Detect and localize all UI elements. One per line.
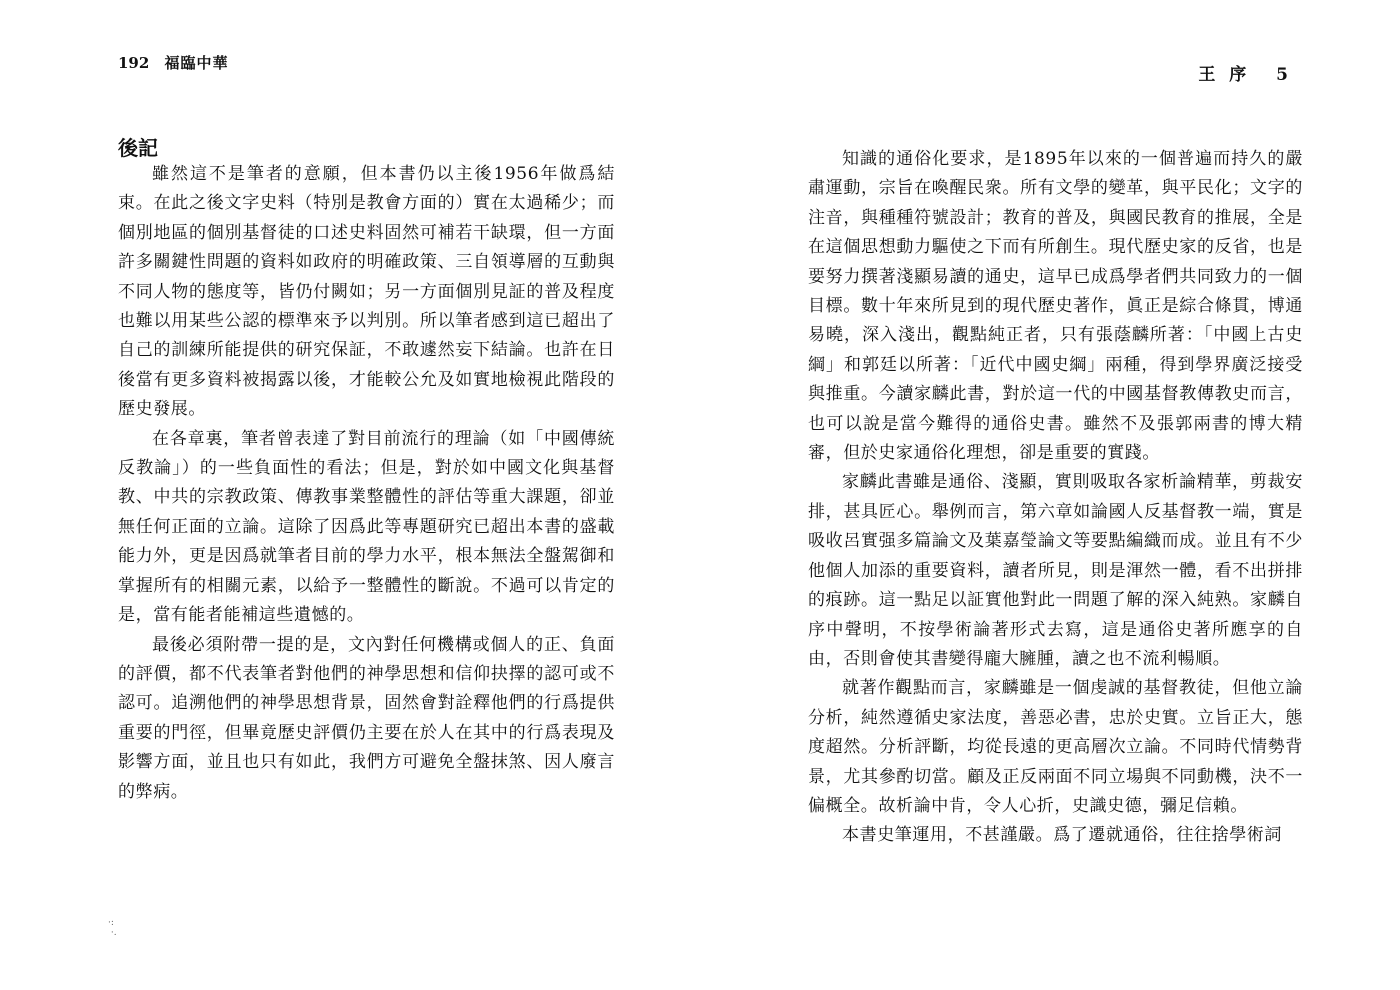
section-title: 後記 — [118, 136, 158, 160]
left-running-head — [118, 52, 229, 73]
right-body-text — [808, 145, 1303, 851]
right-paragraph-4: 本書史筆運用，不甚謹嚴。爲了遷就通俗，往往捨學術詞 — [842, 825, 1282, 846]
right-paragraph-3: 就著作觀點而言，家麟雖是一個虔誠的基督教徒，但他立論分析，純然遵循史家法度，善惡必書，忠於史實。立旨正大，態度超然。分析評斷，均從長遠的更高層次立論。不同時代情勢背景，尤其參酌切當。顧及正反兩面不同立場與不同動機，決不一偏概全。故析論中肯，令人心折，史識史德，彌足信賴。 — [808, 678, 1303, 816]
right-page — [700, 0, 1400, 990]
left-body-text — [118, 160, 615, 807]
left-paragraph-1: 雖然這不是筆者的意願，但本書仍以主後1956年做爲結束。在此之後文字史料（特別是教會方面的）實在太過稀少；而個別地區的個別基督徒的口述史料固然可補若干缺環，但一方面許多關鍵性問題的資料如政府的明確政策、三自領導層的互動與不同人物的態度等，皆仍付闕如；另一方面個別見証的普及程度也難以用某些公認的標準來予以判別。所以筆者感到這已超出了自己的訓練所能提供的研究保証，不敢遽然妄下結論。也許在日後當有更多資料被揭露以後，才能較公允及如實地檢視此階段的歷史發展。 — [118, 164, 615, 420]
right-running-title: 王 序 — [1198, 65, 1251, 85]
left-paragraph-3: 最後必須附帶一提的是，文內對任何機構或個人的正、負面的評價，都不代表筆者對他們的神學思想和信仰抉擇的認可或不認可。追溯他們的神學思想背景，固然會對詮釋他們的行爲提供重要的門徑，但畢竟歷史評價仍主要在於人在其中的行爲表現及影響方面，並且也只有如此，我們方可避免全盤抹煞、因人廢言的弊病。 — [118, 634, 615, 802]
scan-specks: ·: ·. — [108, 918, 117, 938]
right-paragraph-1: 知識的通俗化要求，是1895年以來的一個普遍而持久的嚴肅運動，宗旨在喚醒民衆。所有文學的變革，與平民化；文字的注音，與種種符號設計；教育的普及，與國民教育的推展，全是在這個思想動力驅使之下而有所創生。現代歷史家的反省，也是要努力撰著淺顯易讀的通史，這早已成爲學者們共同致力的一個目標。數十年來所見到的現代歷史著作，眞正是綜合條貫，博通易曉，深入淺出，觀點純正者，只有張蔭麟所著：「中國上古史綱」和郭廷以所著：「近代中國史綱」兩種，得到學界廣泛接受與推重。今讀家麟此書，對於這一代的中國基督教傳教史而言，也可以說是當今難得的通俗史書。雖然不及張郭兩書的博大精審，但於史家通俗化理想，卻是重要的實踐。 — [808, 149, 1303, 464]
left-page-number: 192 — [118, 54, 150, 72]
left-paragraph-2: 在各章裏，筆者曾表達了對目前流行的理論（如「中國傳統反教論」）的一些負面性的看法；但是，對於如中國文化與基督教、中共的宗教政策、傳教事業整體性的評估等重大課題，卻並無任何正面的立論。這除了因爲此等專題研究已超出本書的盛載能力外，更是因爲就筆者目前的學力水平，根本無法全盤駕御和掌握所有的相關元素，以給予一整體性的斷說。不過可以肯定的是，當有能者能補這些遺憾的。 — [118, 428, 615, 626]
left-running-title: 福臨中華 — [164, 54, 229, 72]
right-running-head — [1198, 60, 1288, 85]
right-page-number: 5 — [1276, 65, 1288, 85]
right-paragraph-2: 家麟此書雖是通俗、淺顯，實則吸取各家析論精華，剪裁安排，甚具匠心。舉例而言，第六章如論國人反基督教一端，實是吸收呂實强多篇論文及葉嘉瑩論文等要點編織而成。並且有不少他個人加添的重要資料，讀者所見，則是渾然一體，看不出拼排的痕跡。這一點足以証實他對此一問題了解的深入純熟。家麟自序中聲明，不按學術論著形式去寫，這是通俗史著所應享的自由，否則會使其書變得龐大臃腫，讀之也不流利暢順。 — [808, 472, 1303, 669]
